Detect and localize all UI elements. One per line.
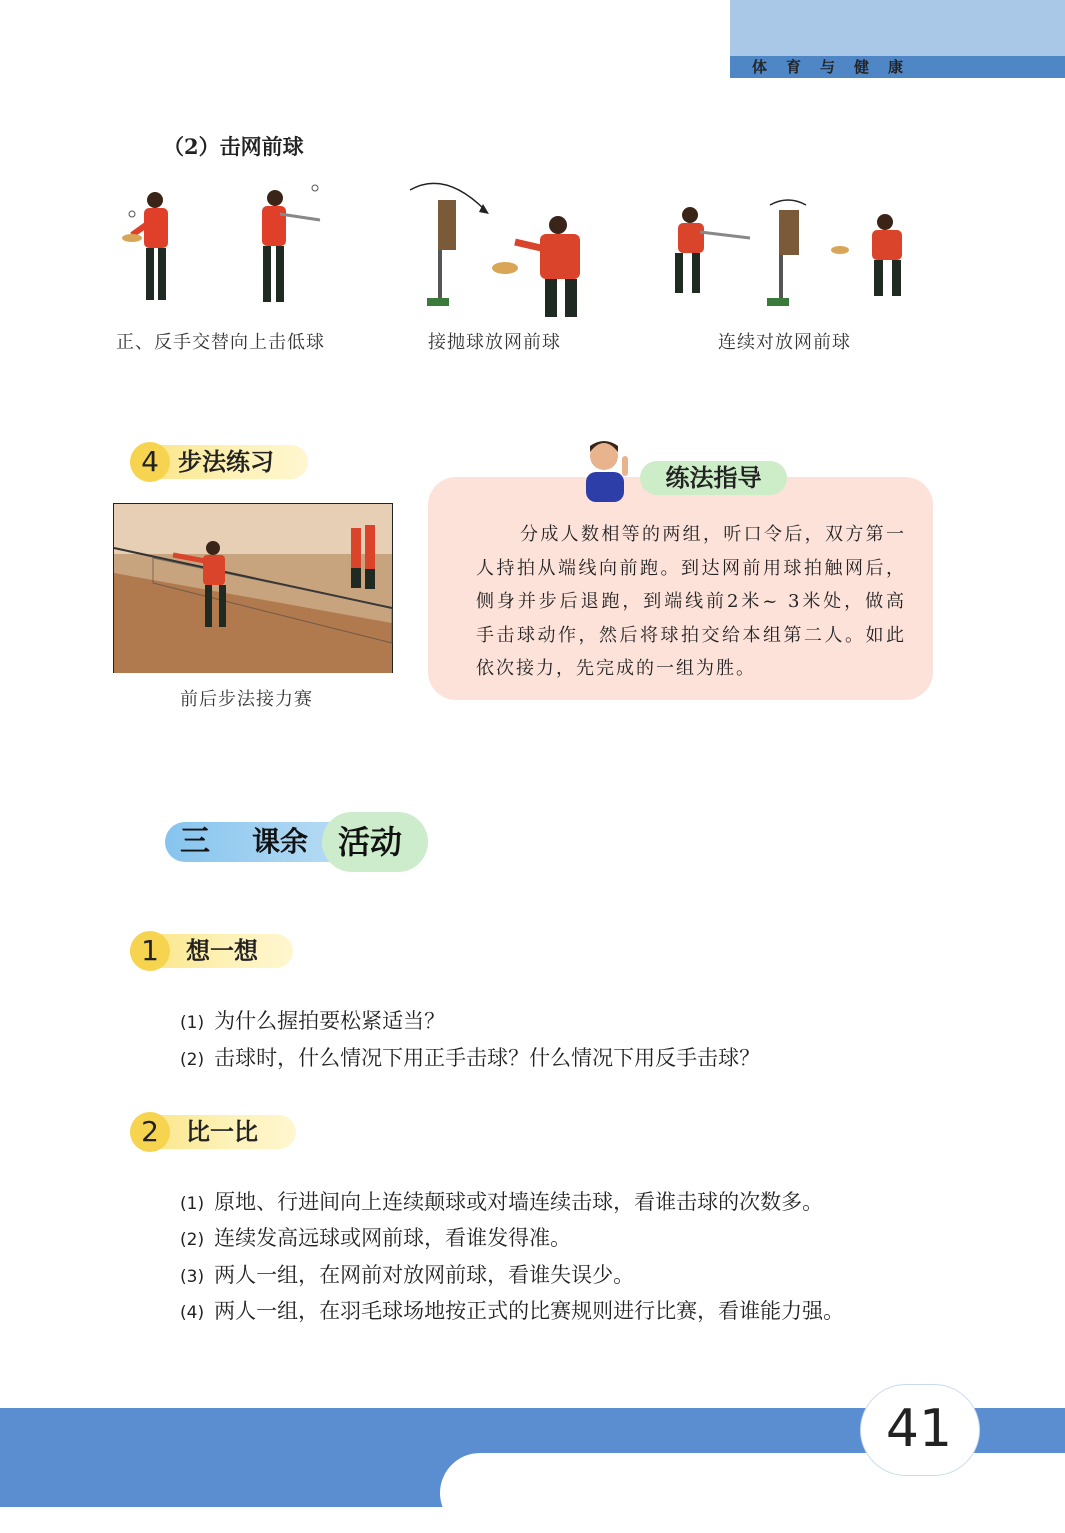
- item-text: 两人一组，在羽毛球场地按正式的比赛规则进行比赛，看谁能力强。: [214, 1299, 845, 1323]
- compare-item: [180, 1222, 571, 1252]
- item-text: 连续发高远球或网前球，看谁发得准。: [214, 1226, 572, 1250]
- caption-net-rally: 连续对放网前球: [718, 332, 851, 353]
- item-text: 原地、行进间向上连续颠球或对墙连续击球，看谁击球的次数多。: [214, 1190, 824, 1214]
- section-title-b: 活动: [338, 823, 403, 861]
- footwork-pill: [130, 445, 308, 479]
- net: [779, 210, 799, 255]
- header-light-bar: [730, 0, 1065, 56]
- item-number: (1): [180, 1013, 205, 1033]
- compare-number: 2: [130, 1112, 170, 1152]
- compare-item: [180, 1186, 823, 1216]
- section-number: 三: [180, 824, 210, 859]
- think-item: [180, 1042, 760, 1072]
- footwork-label: 步法练习: [178, 448, 274, 476]
- player-figure: [262, 185, 320, 302]
- caption-footwork-relay: 前后步法接力赛: [180, 689, 313, 710]
- player-figure: [492, 216, 580, 317]
- book-title: 体育与健康: [752, 58, 923, 76]
- item-text: 击球时，什么情况下用正手击球？什么情况下用反手击球？: [214, 1046, 761, 1070]
- think-number: 1: [130, 931, 170, 971]
- item-number: (1): [180, 1194, 205, 1214]
- item-text: 为什么握拍要松紧适当？: [214, 1009, 446, 1033]
- think-label: 想一想: [186, 937, 258, 965]
- think-item: [180, 1005, 445, 1035]
- photo-net-rally: [660, 180, 930, 320]
- photo-net-drop: [405, 180, 595, 320]
- caption-net-drop: 接抛球放网前球: [428, 332, 561, 353]
- think-pill: [130, 934, 293, 968]
- section-title-a: 课余: [252, 825, 309, 858]
- compare-label: 比一比: [186, 1118, 258, 1146]
- photo-footwork-relay: [113, 503, 393, 673]
- item-number: (2): [180, 1230, 205, 1250]
- item-number: (2): [180, 1050, 205, 1070]
- compare-item: [180, 1259, 634, 1289]
- item-text: 两人一组，在网前对放网前球，看谁失误少。: [214, 1263, 635, 1287]
- item-number: (4): [180, 1303, 205, 1323]
- guidance-text: 分成人数相等的两组，听口令后，双方第一人持拍从端线向前跑。到达网前用球拍触网后，侧身并步后退跑，到端线前2米~ 3米处，做高手击球动作，然后将球拍交给本组第二人。如此依次接力，先完成的一组为胜。: [476, 524, 906, 679]
- footwork-number: 4: [130, 442, 170, 482]
- teacher-avatar: [580, 436, 634, 502]
- guidance-title: 练法指导: [640, 461, 787, 495]
- item-number: (3): [180, 1267, 205, 1287]
- compare-item: [180, 1295, 844, 1325]
- player-figure: [122, 192, 168, 300]
- photo-alternating-hits: [110, 180, 325, 320]
- player-figure: [675, 207, 750, 293]
- caption-alternating-hits: 正、反手交替向上击低球: [116, 332, 325, 353]
- player-figure: [831, 214, 902, 296]
- net: [438, 200, 456, 250]
- compare-pill: [130, 1115, 296, 1149]
- subsection-title: （2）击网前球: [163, 134, 304, 159]
- page-number: 41: [885, 1399, 953, 1459]
